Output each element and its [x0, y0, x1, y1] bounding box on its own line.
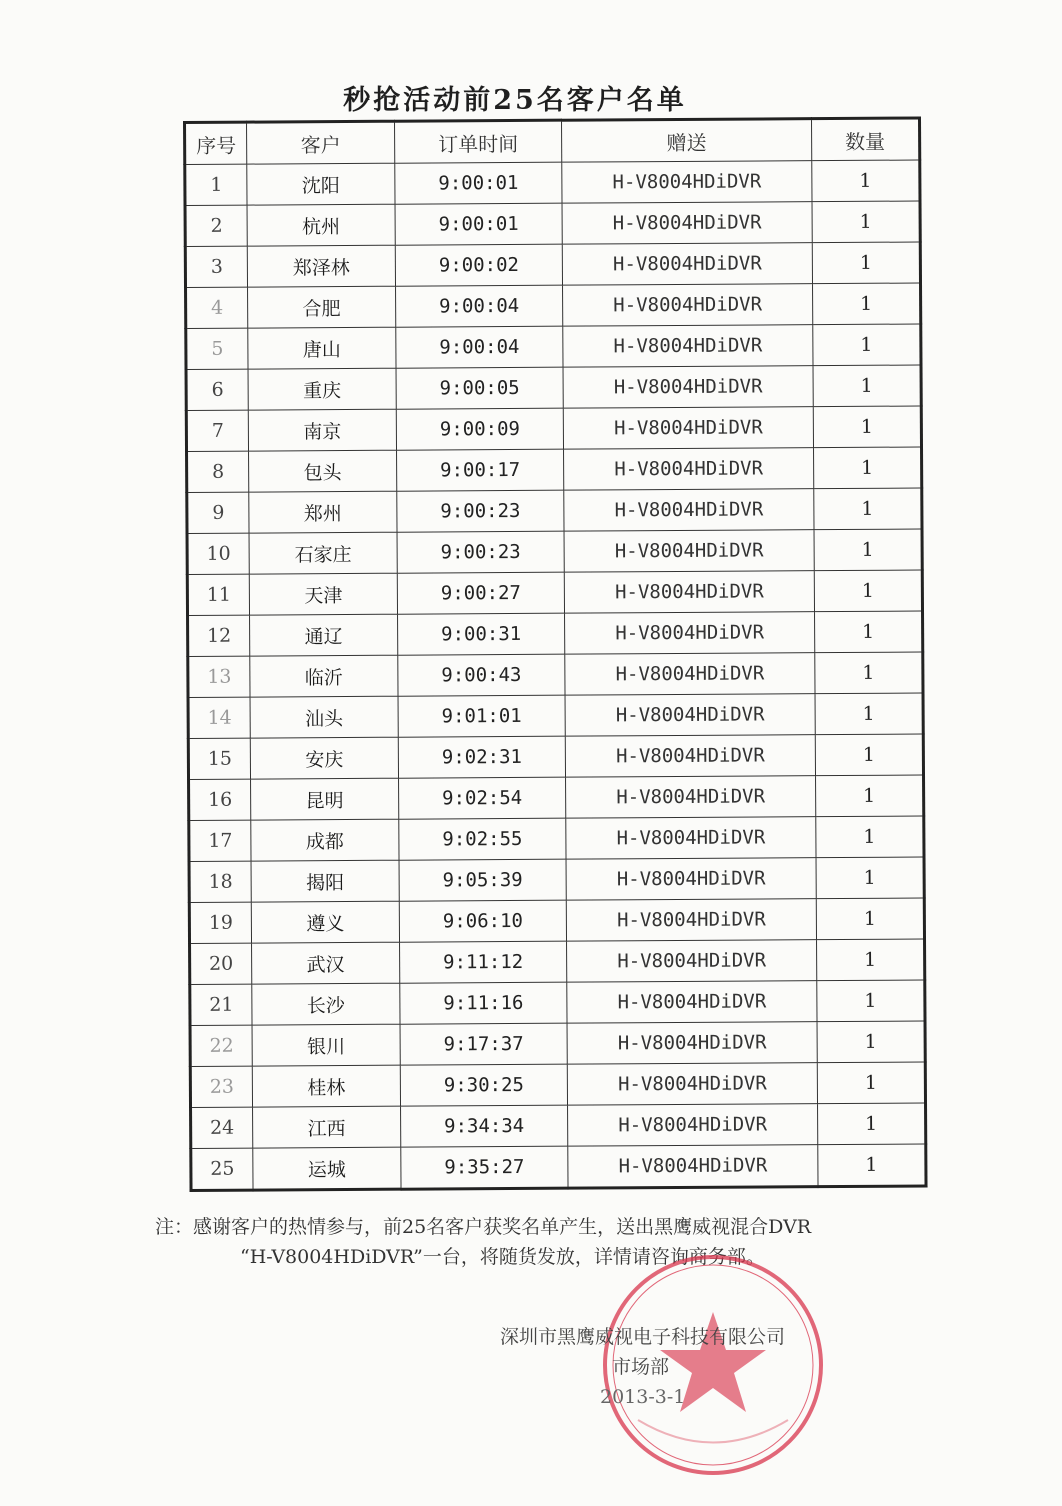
row-order-time: 9:00:23	[397, 531, 564, 573]
row-quantity: 1	[818, 1144, 926, 1187]
row-quantity: 1	[815, 734, 923, 776]
row-customer: 石家庄	[249, 532, 397, 574]
row-customer: 揭阳	[251, 860, 399, 902]
table-row	[189, 816, 924, 861]
row-order-time: 9:00:05	[396, 367, 563, 409]
row-gift: H-V8004HDiDVR	[563, 325, 813, 368]
row-gift: H-V8004HDiDVR	[562, 161, 812, 204]
row-quantity: 1	[818, 1103, 926, 1145]
row-number: 6	[186, 369, 248, 410]
row-customer: 杭州	[247, 204, 395, 246]
table-row	[186, 283, 921, 328]
row-number: 5	[186, 328, 248, 369]
row-quantity: 1	[815, 693, 923, 735]
row-number: 12	[188, 615, 250, 656]
row-customer: 成都	[251, 819, 399, 861]
row-quantity: 1	[812, 242, 920, 284]
row-customer: 郑泽林	[247, 245, 395, 287]
row-gift: H-V8004HDiDVR	[563, 407, 813, 450]
table-row	[190, 939, 925, 984]
customer-list-table	[183, 116, 928, 1191]
header-quantity: 数量	[811, 118, 919, 161]
row-quantity: 1	[816, 775, 924, 817]
table-row	[190, 1021, 925, 1066]
row-number: 23	[190, 1066, 252, 1107]
row-order-time: 9:02:31	[398, 736, 565, 778]
row-order-time: 9:00:01	[395, 203, 562, 245]
row-order-time: 9:01:01	[398, 695, 565, 737]
row-gift: H-V8004HDiDVR	[565, 694, 815, 737]
row-quantity: 1	[812, 201, 920, 243]
row-gift: H-V8004HDiDVR	[564, 489, 814, 532]
row-order-time: 9:02:54	[399, 777, 566, 819]
row-number: 22	[190, 1025, 252, 1066]
row-gift: H-V8004HDiDVR	[565, 653, 815, 696]
row-number: 20	[190, 943, 252, 984]
row-gift: H-V8004HDiDVR	[564, 448, 814, 491]
row-gift: H-V8004HDiDVR	[568, 1145, 818, 1189]
row-order-time: 9:02:55	[399, 818, 566, 860]
row-gift: H-V8004HDiDVR	[566, 817, 816, 860]
row-customer: 临沂	[250, 655, 398, 697]
row-customer: 通辽	[250, 614, 398, 656]
row-customer: 汕头	[250, 696, 398, 738]
row-gift: H-V8004HDiDVR	[564, 530, 814, 573]
row-order-time: 9:05:39	[399, 859, 566, 901]
row-gift: H-V8004HDiDVR	[566, 858, 816, 901]
row-order-time: 9:00:43	[398, 654, 565, 696]
row-order-time: 9:00:09	[396, 408, 563, 450]
row-quantity: 1	[815, 652, 923, 694]
row-order-time: 9:00:02	[395, 244, 562, 286]
row-number: 11	[187, 574, 249, 615]
row-number: 18	[189, 861, 251, 902]
row-number: 17	[189, 820, 251, 861]
row-number: 8	[187, 451, 249, 492]
row-number: 7	[186, 410, 248, 451]
row-quantity: 1	[816, 898, 924, 940]
row-number: 19	[189, 902, 251, 943]
row-quantity: 1	[814, 488, 922, 530]
row-customer: 安庆	[250, 737, 398, 779]
note-line-1: 注：感谢客户的热情参与，前25名客户获奖名单产生，送出黑鹰威视混合DVR	[155, 1216, 812, 1238]
row-customer: 桂林	[252, 1065, 400, 1107]
row-customer: 天津	[249, 573, 397, 615]
row-order-time: 9:00:23	[397, 490, 564, 532]
row-order-time: 9:00:27	[397, 572, 564, 614]
row-number: 1	[185, 164, 247, 205]
signature-block	[500, 1322, 840, 1412]
table-row	[188, 734, 923, 779]
row-number: 15	[188, 738, 250, 779]
row-quantity: 1	[816, 816, 924, 858]
header-order-time: 订单时间	[395, 120, 562, 163]
row-quantity: 1	[814, 529, 922, 571]
row-order-time: 9:00:04	[396, 326, 563, 368]
row-number: 3	[185, 246, 247, 287]
row-quantity: 1	[814, 447, 922, 489]
row-gift: H-V8004HDiDVR	[565, 735, 815, 778]
table-row	[187, 570, 922, 615]
row-customer: 郑州	[249, 491, 397, 533]
row-gift: H-V8004HDiDVR	[565, 612, 815, 655]
table-row	[191, 1144, 926, 1190]
table-row	[190, 1062, 925, 1107]
table-row	[190, 980, 925, 1025]
row-number: 24	[191, 1107, 253, 1148]
table-row	[186, 365, 921, 410]
row-customer: 江西	[253, 1106, 401, 1148]
row-quantity: 1	[813, 283, 921, 325]
table-row	[188, 693, 923, 738]
table-body	[185, 160, 926, 1190]
row-order-time: 9:00:04	[396, 285, 563, 327]
row-quantity: 1	[814, 570, 922, 612]
row-quantity: 1	[812, 160, 920, 202]
row-customer: 武汉	[252, 942, 400, 984]
row-gift: H-V8004HDiDVR	[563, 366, 813, 409]
row-order-time: 9:11:16	[400, 982, 567, 1024]
department: 市场部	[612, 1356, 670, 1378]
row-gift: H-V8004HDiDVR	[566, 776, 816, 819]
table-row	[185, 160, 920, 205]
issue-date: 2013-3-1	[600, 1386, 686, 1408]
row-quantity: 1	[813, 365, 921, 407]
row-quantity: 1	[816, 857, 924, 899]
row-gift: H-V8004HDiDVR	[567, 1063, 817, 1106]
row-quantity: 1	[817, 939, 925, 981]
table-row	[188, 611, 923, 656]
row-order-time: 9:34:34	[401, 1105, 568, 1147]
row-gift: H-V8004HDiDVR	[567, 1022, 817, 1065]
row-customer: 包头	[249, 450, 397, 492]
row-customer: 沈阳	[247, 163, 395, 205]
row-customer: 银川	[252, 1024, 400, 1066]
header-no: 序号	[185, 122, 247, 164]
row-gift: H-V8004HDiDVR	[563, 284, 813, 327]
table-row	[189, 857, 924, 902]
row-customer: 遵义	[251, 901, 399, 943]
header-customer: 客户	[247, 121, 395, 164]
table-row	[185, 242, 920, 287]
row-number: 13	[188, 656, 250, 697]
row-gift: H-V8004HDiDVR	[562, 202, 812, 245]
row-gift: H-V8004HDiDVR	[562, 243, 812, 286]
row-order-time: 9:00:17	[397, 449, 564, 491]
row-gift: H-V8004HDiDVR	[566, 899, 816, 942]
row-order-time: 9:30:25	[400, 1064, 567, 1106]
row-number: 2	[185, 205, 247, 246]
row-customer: 合肥	[248, 286, 396, 328]
row-number: 10	[187, 533, 249, 574]
table-row	[191, 1103, 926, 1148]
table-row	[187, 488, 922, 533]
row-gift: H-V8004HDiDVR	[567, 940, 817, 983]
note-line-2: “H-V8004HDiDVR”一台，将随货发放，详情请咨询商务部。	[240, 1246, 765, 1268]
row-quantity: 1	[813, 406, 921, 448]
table-row	[187, 529, 922, 574]
table-row	[186, 406, 921, 451]
row-customer: 南京	[248, 409, 396, 451]
row-number: 9	[187, 492, 249, 533]
row-customer: 昆明	[251, 778, 399, 820]
row-quantity: 1	[817, 1021, 925, 1063]
row-customer: 运城	[253, 1147, 401, 1190]
row-gift: H-V8004HDiDVR	[564, 571, 814, 614]
row-quantity: 1	[817, 1062, 925, 1104]
header-gift: 赠送	[562, 119, 812, 163]
company-name: 深圳市黑鹰威视电子科技有限公司	[500, 1326, 786, 1348]
table-row	[188, 652, 923, 697]
row-quantity: 1	[815, 611, 923, 653]
table-row	[189, 898, 924, 943]
row-number: 21	[190, 984, 252, 1025]
table-row	[185, 201, 920, 246]
row-order-time: 9:11:12	[400, 941, 567, 983]
row-number: 14	[188, 697, 250, 738]
row-customer: 唐山	[248, 327, 396, 369]
row-order-time: 9:00:01	[395, 162, 562, 204]
row-customer: 长沙	[252, 983, 400, 1025]
row-order-time: 9:06:10	[399, 900, 566, 942]
row-number: 4	[186, 287, 248, 328]
row-order-time: 9:17:37	[400, 1023, 567, 1065]
row-quantity: 1	[817, 980, 925, 1022]
table-row	[186, 324, 921, 369]
row-order-time: 9:00:31	[398, 613, 565, 655]
table-header-row	[185, 118, 920, 164]
document-title: 秒抢活动前25名客户名单	[343, 85, 687, 116]
row-gift: H-V8004HDiDVR	[567, 981, 817, 1024]
row-number: 16	[189, 779, 251, 820]
row-customer: 重庆	[248, 368, 396, 410]
table-row	[187, 447, 922, 492]
row-quantity: 1	[813, 324, 921, 366]
row-number: 25	[191, 1148, 253, 1190]
row-gift: H-V8004HDiDVR	[568, 1104, 818, 1147]
table-row	[189, 775, 924, 820]
row-order-time: 9:35:27	[401, 1146, 568, 1189]
